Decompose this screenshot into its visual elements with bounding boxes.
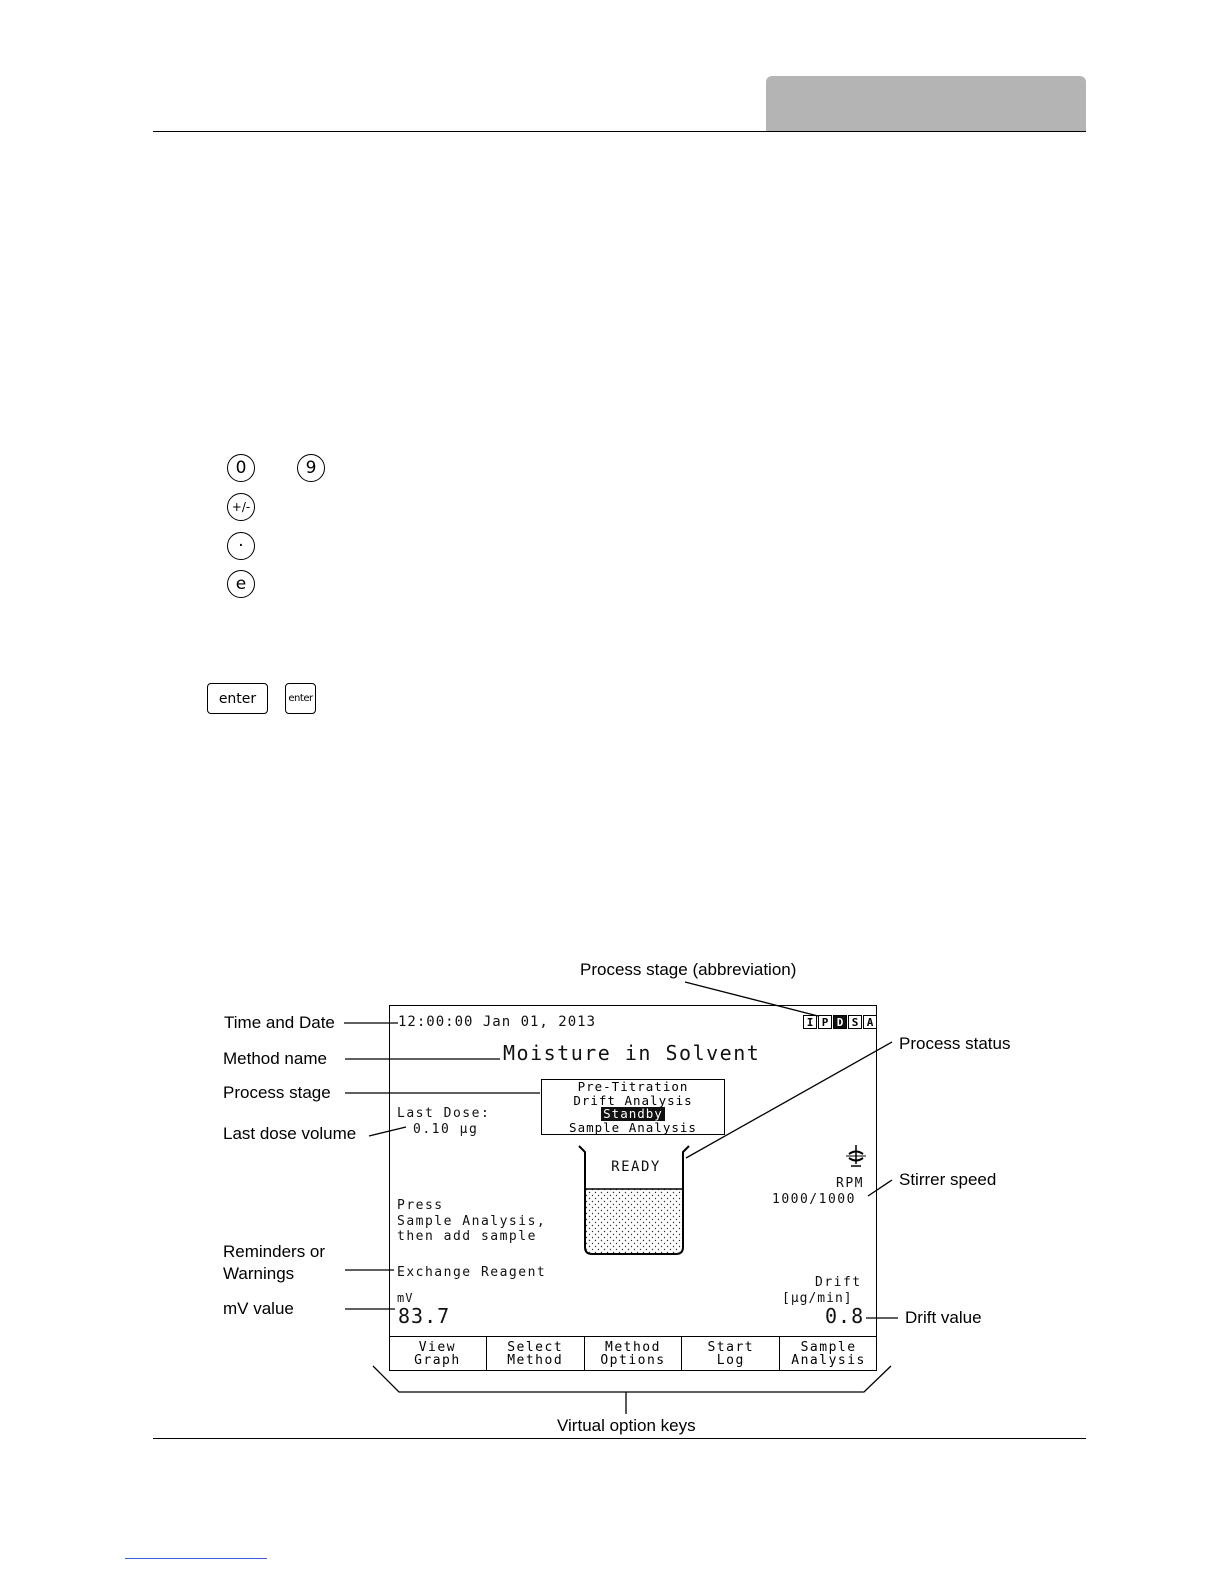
enter-key-large-icon: enter (207, 683, 268, 714)
stage-abbrev-p: P (818, 1015, 832, 1029)
enter-key-small-icon: enter (285, 683, 316, 714)
label-mv-value: mV value (223, 1299, 294, 1318)
prompt-line-3: then add sample (397, 1229, 537, 1244)
mv-value: 83.7 (398, 1304, 451, 1328)
stage-sample-analysis: Sample Analysis (569, 1119, 697, 1135)
label-process-stage: Process stage (223, 1083, 331, 1102)
label-last-dose: Last dose volume (223, 1124, 357, 1143)
label-reminders-2: Warnings (223, 1264, 295, 1283)
drift-unit: [µg/min] (782, 1291, 853, 1306)
softkey-view-graph[interactable]: View Graph (389, 1337, 487, 1371)
warning-text: Exchange Reagent (397, 1265, 547, 1280)
rpm-label: RPM (836, 1176, 864, 1191)
label-method-name: Method name (223, 1049, 327, 1068)
time-date: 12:00:00 Jan 01, 2013 (398, 1014, 597, 1030)
stage-standby: Standby (603, 1106, 663, 1121)
stage-abbrev-s: S (848, 1015, 862, 1029)
label-virtual-keys: Virtual option keys (557, 1416, 696, 1435)
softkey-method-options[interactable]: Method Options (585, 1337, 683, 1371)
softkey-select-method[interactable]: Select Method (487, 1337, 585, 1371)
label-stirrer-speed: Stirrer speed (899, 1170, 997, 1189)
header-rule (153, 131, 1086, 132)
softkey-sample-analysis[interactable]: Sample Analysis (791, 1340, 866, 1368)
key-decimal-icon: · (227, 532, 255, 560)
stirrer-icon (843, 1143, 869, 1169)
process-stage-abbrev (803, 1015, 877, 1029)
footer-link-underline (125, 1558, 267, 1559)
label-process-status: Process status (899, 1034, 1011, 1053)
drift-value: 0.8 (825, 1304, 865, 1328)
stage-abbrev-i: I (803, 1015, 817, 1029)
virtual-option-keys (389, 1336, 877, 1371)
footer-rule (153, 1438, 1086, 1439)
prompt-line-2: Sample Analysis, (397, 1214, 547, 1229)
process-stage-box (541, 1079, 725, 1135)
key-0-icon: 0 (227, 454, 255, 482)
method-name: Moisture in Solvent (503, 1041, 761, 1065)
softkey-start-log[interactable]: Start Log (682, 1337, 780, 1371)
stage-abbrev-a: A (863, 1015, 877, 1029)
key-exponent-icon: e (227, 570, 255, 598)
last-dose-value: 0.10 µg (413, 1122, 479, 1137)
label-drift-value: Drift value (905, 1308, 982, 1327)
prompt-line-1: Press (397, 1198, 444, 1213)
rpm-value: 1000/1000 (772, 1192, 856, 1207)
process-status: READY (611, 1159, 661, 1175)
key-plusminus-icon: +/- (227, 493, 255, 521)
label-process-stage-abbrev: Process stage (abbreviation) (580, 960, 797, 979)
label-reminders-1: Reminders or (223, 1242, 326, 1261)
stage-abbrev-d: D (833, 1015, 847, 1029)
key-9-icon: 9 (297, 454, 325, 482)
stage-pre-titration: Pre-Titration (577, 1079, 689, 1094)
mv-label: mV (397, 1291, 414, 1305)
header-tab (766, 76, 1086, 131)
drift-label: Drift (815, 1275, 862, 1290)
stage-drift-analysis: Drift Analysis (573, 1092, 693, 1108)
last-dose-label: Last Dose: (397, 1106, 491, 1121)
label-time-date: Time and Date (224, 1013, 335, 1032)
